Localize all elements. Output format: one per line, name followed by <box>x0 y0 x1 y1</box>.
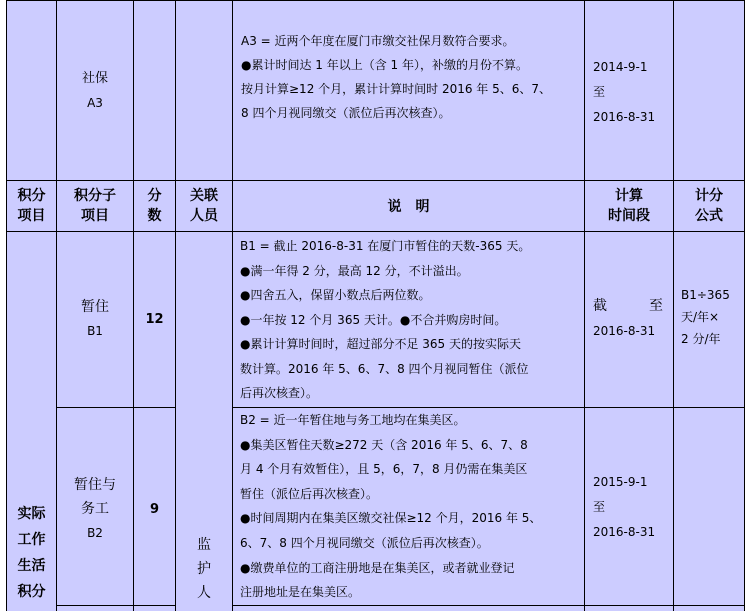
explanation-line: ●缴费单位的工商注册地是在集美区，或者就业登记 <box>240 560 515 575</box>
header-text: 积分子 <box>74 188 116 204</box>
top-row-related <box>175 0 233 181</box>
header-text: 计算 <box>615 188 643 204</box>
header-text: 积分 <box>17 188 46 204</box>
formula-line: 2 分/年 <box>681 332 721 346</box>
b2-period <box>584 407 674 611</box>
sub-item-label: 暂住 <box>81 299 109 315</box>
top-row-explanation <box>232 0 585 181</box>
explanation-line: ●累计时间达 1 年以上（含 1 年），补缴的月份不算。 <box>241 58 528 72</box>
explanation-line: ●时间周期内在集美区缴交社保≥12 个月，2016 年 5、 <box>240 511 542 526</box>
explanation-line: 6、7、8 四个月视同缴交（派位后再次核查）。 <box>240 535 489 550</box>
sub-item-code: B1 <box>87 324 103 338</box>
explanation-line: 暂住（派位后再次核查）。 <box>240 486 379 501</box>
group-text: 生活 <box>17 558 46 574</box>
top-row-score <box>133 0 176 181</box>
bottom-divider-right <box>232 605 745 606</box>
formula-line: B1÷365 <box>681 288 730 302</box>
explanation-line: 后再次核查）。 <box>240 386 319 400</box>
explanation-line: ●满一年得 2 分，最高 12 分，不计溢出。 <box>240 263 469 278</box>
related-text: 监 <box>197 537 211 553</box>
sub-item-code: B2 <box>87 526 103 540</box>
period-end: 2016-8-31 <box>593 525 656 539</box>
sub-item-code: A3 <box>87 95 103 110</box>
b2-explanation <box>232 407 585 611</box>
period-label-cutoff: 截 <box>593 298 607 314</box>
sub-item-label: 暂住与 <box>74 477 116 493</box>
explanation-line: ●四舍五入，保留小数点后两位数。 <box>240 288 431 302</box>
explanation-line: ●一年按 12 个月 365 天计。●不合并购房时间。 <box>240 312 507 327</box>
period-end: 2016-8-31 <box>593 110 656 124</box>
b1-period <box>584 231 674 408</box>
explanation-line: B2 = 近一年暂住地与务工地均在集美区。 <box>240 413 466 427</box>
b1-sub-item <box>56 231 134 408</box>
period-label-to: 至 <box>649 298 663 314</box>
b1-formula <box>673 231 745 408</box>
explanation-line: 8 四个月视同缴交（派位后再次核查）。 <box>241 106 451 120</box>
header-text: 分 <box>147 188 162 204</box>
group-text: 实际 <box>17 506 46 522</box>
explanation-line: A3 = 近两个年度在厦门市缴交社保月数符合要求。 <box>241 34 515 48</box>
period-start: 2015-9-1 <box>593 475 648 489</box>
header-col-item <box>6 180 57 232</box>
explanation-line: 按月计算≥12 个月，累计计算时间时 2016 年 5、6、7、 <box>241 82 552 96</box>
top-row-sub-item <box>56 0 134 181</box>
group-text: 积分 <box>17 584 46 600</box>
group-label-actual-work-life <box>6 231 57 611</box>
period-row <box>593 294 673 319</box>
explanation-line: B1 = 截止 2016-8-31 在厦门市暂住的天数-365 天。 <box>240 239 531 253</box>
header-col-formula <box>673 180 745 232</box>
header-text: 关联 <box>190 188 218 204</box>
header-text: 人员 <box>190 208 218 224</box>
related-person-guardian <box>175 231 233 611</box>
explanation-line: 月 4 个月有效暂住），且 5，6，7，8 月仍需在集美区 <box>240 462 528 477</box>
header-col-subitem <box>56 180 134 232</box>
header-text: 项目 <box>81 208 109 224</box>
explanation-line: ●累计计算时间时，超过部分不足 365 天的按实际天 <box>240 337 522 351</box>
explanation-line: 注册地址是在集美区。 <box>240 585 361 600</box>
period-to: 至 <box>593 85 606 99</box>
period-end: 2016-8-31 <box>593 324 656 338</box>
score-value: 12 <box>145 312 164 327</box>
b1-explanation <box>232 231 585 408</box>
b2-sub-item <box>56 407 134 611</box>
score-value: 9 <box>149 502 160 517</box>
sub-item-label-2: 务工 <box>81 501 109 517</box>
top-row-formula <box>673 0 745 181</box>
header-text: 时间段 <box>608 208 650 224</box>
related-text: 人 <box>197 585 211 601</box>
header-text: 数 <box>147 208 162 224</box>
header-text: 计分 <box>695 188 723 204</box>
header-text: 公式 <box>695 208 723 224</box>
sub-item-label: 社保 <box>81 70 108 86</box>
top-row-period <box>584 0 674 181</box>
explanation-line: 数计算。2016 年 5、6、7、8 四个月视同暂住（派位 <box>240 361 529 376</box>
top-row-col1 <box>6 0 57 181</box>
related-text: 护 <box>197 561 211 577</box>
period-to: 至 <box>593 500 606 514</box>
header-col-explanation <box>232 180 585 232</box>
group-text: 工作 <box>17 532 46 548</box>
formula-line: 天/年× <box>681 310 720 324</box>
header-text: 项目 <box>17 208 46 224</box>
b1-score <box>133 231 176 408</box>
b2-score <box>133 407 176 611</box>
header-text: 说 明 <box>387 199 430 215</box>
header-col-period <box>584 180 674 232</box>
header-col-score <box>133 180 176 232</box>
b2-formula <box>673 407 745 611</box>
bottom-divider-left <box>56 605 176 606</box>
period-start: 2014-9-1 <box>593 60 648 74</box>
header-col-related <box>175 180 233 232</box>
explanation-line: ●集美区暂住天数≥272 天（含 2016 年 5、6、7、8 <box>240 437 528 452</box>
